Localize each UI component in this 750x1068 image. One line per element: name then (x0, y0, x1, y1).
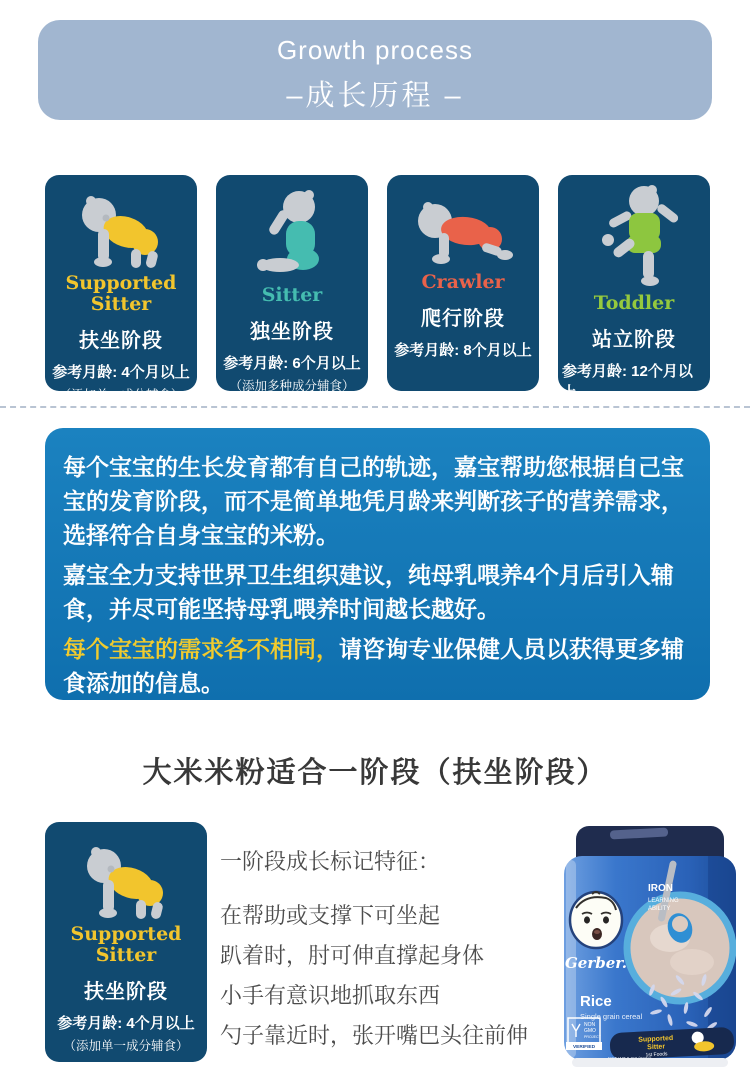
feature-item: 勺子靠近时，张开嘴巴头往前伸 (220, 1023, 529, 1048)
stage-age: 参考月龄: 4个月以上 (52, 364, 190, 381)
product-name: Rice (580, 993, 612, 1010)
stage-feature-list (220, 845, 550, 1056)
supported-sitter-baby-icon (69, 185, 173, 273)
banner-title-zh: –成长历程 – (286, 80, 464, 112)
toddler-baby-icon (586, 185, 682, 293)
claim-learning-label: LEARNING (648, 898, 679, 904)
band-foods-text: 1st Foods (645, 1051, 668, 1059)
info-paragraph-3-rest: 请咨询专业保健人员以获得更多辅食添加的信息。 (63, 636, 684, 696)
gerber-baby-logo (570, 892, 622, 948)
badge-text: PROJECT (584, 1035, 601, 1039)
sitter-baby-icon (247, 185, 337, 285)
dashed-divider (0, 406, 750, 408)
stage-age: 参考月龄: 6个月以上 (223, 355, 361, 372)
stage-card-supported-sitter-detail (45, 822, 207, 1062)
brand-name: Gerber. (564, 954, 628, 972)
info-highlight-text: 每个宝宝的需求各不相同， (63, 636, 339, 662)
advice-info-box (45, 428, 710, 700)
stage-card-supported-sitter (45, 175, 197, 402)
banner-title-en: Growth process (276, 35, 474, 65)
jar-bottom-rim (572, 1058, 728, 1067)
supported-sitter-baby-icon (74, 836, 178, 924)
stage-card-row (45, 175, 710, 402)
stage-name-zh: 站立阶段 (592, 329, 676, 351)
stage-note: （添加单一成分辅食） (58, 388, 184, 402)
claim-ability-label: ABILITY (648, 906, 671, 912)
stage-name-en: Toddler (593, 292, 675, 314)
stage-age: 参考月龄: 8个月以上 (394, 342, 532, 359)
stage-name-zh: 爬行阶段 (421, 308, 505, 330)
stage-name-zh: 独坐阶段 (250, 321, 334, 343)
stage-card-sitter (216, 175, 368, 391)
badge-text: GMO (584, 1028, 596, 1034)
band-stage-text: Sitter (647, 1043, 666, 1052)
info-paragraph-1: 每个宝宝的生长发育都有自己的轨迹，嘉宝帮助您根据自己宝宝的发育阶段，而不是简单地凭月龄来判断孩子的营养需求，选择符合自身宝宝的米粉。 (63, 454, 684, 548)
gerber-rice-cereal-product-image (552, 820, 748, 1068)
feature-item: 在帮助或支撑下可坐起 (220, 903, 441, 928)
stage-note: （添加单一成分辅食） (63, 1039, 189, 1053)
section-title: 大米米粉适合一阶段（扶坐阶段） (142, 757, 608, 789)
stage-name-en: Sitter (261, 284, 323, 306)
stage-card-toddler (558, 175, 710, 401)
stage-age: 参考月龄: 12个月以上 (562, 363, 693, 401)
stage-age: 参考月龄: 4个月以上 (57, 1015, 195, 1032)
stage-name-en: Supported Sitter (70, 923, 182, 966)
stage-name-en: Crawler (421, 271, 505, 293)
product-subtitle: Single grain cereal (580, 1012, 643, 1021)
badge-verified-text: VERIFIED (572, 1045, 596, 1050)
stage-note: （添加多种成分辅食） (229, 379, 355, 393)
feature-item: 小手有意识地抓取东西 (220, 983, 441, 1008)
stage-name-zh: 扶坐阶段 (79, 330, 163, 352)
info-paragraph-3 (63, 632, 692, 700)
stage-name-zh: 扶坐阶段 (84, 981, 168, 1003)
info-paragraph-2: 嘉宝全力支持世界卫生组织建议，纯母乳喂养4个月后引入辅食，并尽可能坚持母乳喂养时间越长越好。 (63, 562, 674, 622)
claim-iron-label: IRON (648, 883, 673, 894)
badge-text: NON (584, 1022, 596, 1028)
stage-card-crawler (387, 175, 539, 391)
feature-item: 趴着时，肘可伸直撑起身体 (220, 943, 485, 968)
stage-name-en: Supported Sitter (65, 272, 177, 315)
band-stage-text: Supported (638, 1034, 674, 1044)
feature-list-heading: 一阶段成长标记特征： (220, 849, 441, 874)
crawler-baby-icon (408, 185, 518, 272)
growth-process-banner (38, 20, 712, 120)
